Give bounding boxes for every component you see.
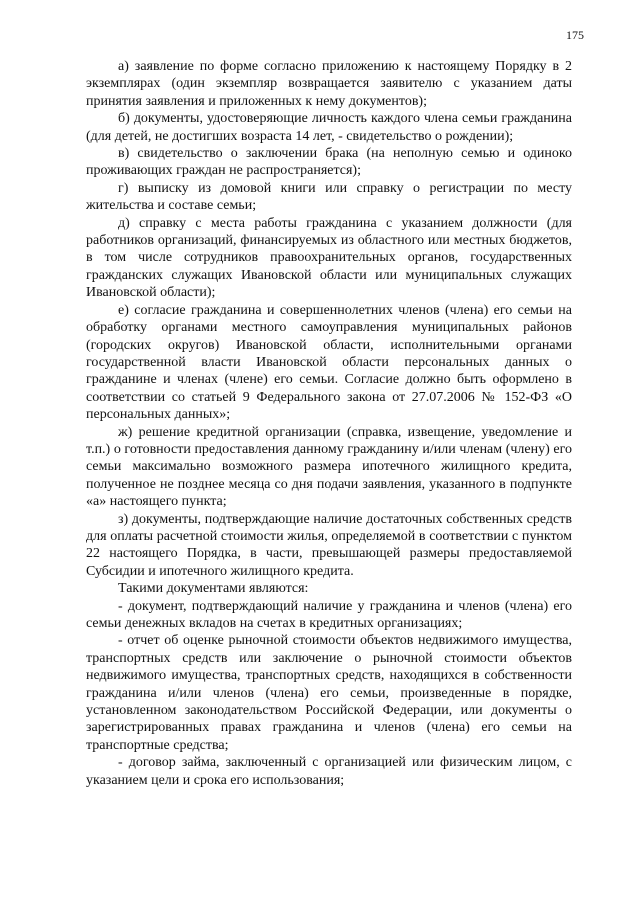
paragraph-g-house-register-extract: г) выписку из домовой книги или справку о регистрации по месту жительства и составе семьи; (86, 180, 572, 214)
paragraph-zh-credit-decision: ж) решение кредитной организации (справка, извещение, уведомление и т.п.) о готовности предоставления данному гражданину и/или членам (члену) его семьи максимально возможного размера ипотечного жилищного кредита, полученное не позднее месяца со дня подачи заявления, указанного в подпункте «а» настоящего пункта; (86, 424, 572, 510)
paragraph-e-personal-data-consent: е) согласие гражданина и совершеннолетних членов (члена) его семьи на обработку органами местного самоуправления муниципальных районов (городских округов) Ивановской области, исполнительными органами государственной власти Ивановской области персональных данных о гражданине и членах (члене) его семьи. Согласие должно быть оформлено в соответствии со статьей 9 Федерального закона от 27.07.2006 № 152-ФЗ «О персональных данных»; (86, 302, 572, 423)
paragraph-b-identity-documents: б) документы, удостоверяющие личность каждого члена семьи гражданина (для детей, не достигших возраста 14 лет, - свидетельство о рождении); (86, 111, 572, 144)
paragraph-z-own-funds-documents: з) документы, подтверждающие наличие достаточных собственных средств для оплаты расчетной стоимости жилья, определяемой в соответствии с пунктом 22 настоящего Порядка, в части, превышающей размеры предоставляемой Субсидии и ипотечного жилищного кредита. (86, 511, 572, 579)
paragraph-v-marriage-certificate: в) свидетельство о заключении брака (на неполную семью и одиноко проживающих граждан не распространяется); (86, 146, 572, 179)
list-item-deposit-document: - документ, подтверждающий наличие у гражданина и членов (члена) его семьи денежных вкладов на счетах в кредитных организациях; (86, 598, 572, 631)
page-number: 175 (566, 28, 584, 42)
list-item-valuation-report: - отчет об оценке рыночной стоимости объектов недвижимого имущества, транспортных средств или заключение о рыночной стоимости объектов недвижимого имущества, транспортных средств, находящихся в собственности гражданина и/или членов (члена) его семьи, произведенные в порядке, установленном законодательством Российской Федерации, или документы о зарегистрированных правах гражданина и членов (члена) его семьи на транспортные средства; (86, 633, 572, 753)
paragraph-d-employment-certificate: д) справку с места работы гражданина с указанием должности (для работников организаций, финансируемых из областного или местных бюджетов, в том числе сотрудников правоохранительных органов, государственных гражданских служащих Ивановской области или муниципальных служащих Ивановской области); (86, 215, 572, 301)
document-body (86, 58, 572, 789)
list-item-loan-agreement: - договор займа, заключенный с организацией или физическим лицом, с указанием цели и срока его использования; (86, 755, 572, 788)
paragraph-a-application: а) заявление по форме согласно приложению к настоящему Порядку в 2 экземплярах (один экземпляр возвращается заявителю с указанием даты принятия заявления и приложенных к нему документов); (86, 59, 572, 109)
paragraph-such-documents-heading: Такими документами являются: (118, 581, 309, 597)
